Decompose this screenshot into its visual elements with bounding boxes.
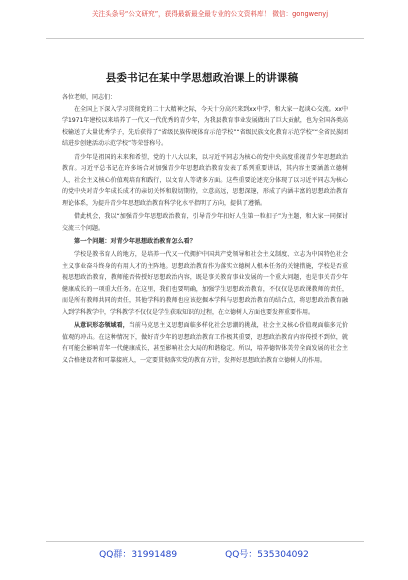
body-paragraph-2: 青少年是祖国的未来和希望，党的十八大以来，以习近平同志为核心的党中央高度重视青少年思想政治教育。习近平总书记在许多场合对加强青少年思想政治教育发表了系列重要讲话，其内容主要涵盖立德树人，社会主义核心价值观培育和践行，以文育人等诸多方面。这些重要论述充分体现了以习近平同志为核心的党中央对青少年成长成才的亲切关怀和殷切期待，立意高远，思想深邃，形成了内涵丰富的思想政治教育理论体系，为提升青少年思想政治教育科学化水平指明了方向，提供了遵循。: [62, 153, 348, 207]
body-paragraph-3: 借此机会，我以“加强青少年思想政治教育，引导青少年扣好人生第一粒扣子”为主题，和大家一同探讨交流三个问题。: [62, 213, 348, 232]
footer-qq-number: QQ号：535304092: [225, 550, 309, 560]
section-heading: 第一个问题：对青少年思想政治教育怎么看？: [74, 237, 196, 245]
footer-divider: [46, 541, 364, 542]
header-banner: 关注头条号“公文研究”，获得最新最全最专业的公文资料库！ 微信：gongwenyj: [91, 10, 329, 18]
section-paragraph-1: 学校是教书育人的地方，是培养一代又一代拥护中国共产党领导和社会主义制度、立志为中国特色社会主义事业奋斗终身的有用人才的主阵地。思想政治教育作为落实立德树人根本任务的关键措施，学校是否重视思想政治教育，教师能否传授好思想政治内容，既是事关教育事业发展的一个重大问题，也是事关青少年健康成长的一项重大任务。在这里，我们也要明确，加强学生思想政治教育，不仅仅是思政课教师的责任，而是所有教师共同的责任，其他学科的教师也应该挖掘本学科与思想政治教育的结合点，将思想政治教育融入到学科教学中，学科教学不仅仅是学生获取知识的过程，在立德树人方面也要发挥重要作用。: [62, 251, 348, 317]
document-body: [62, 92, 348, 368]
paragraph-rest: 当前马克思主义思想面临多样化社会思潮的挑战，社会主义核心价值观面临多元价值观的冲击。在这种情况下，做好青少年的思想政治教育工作极其重要，思想政治教育内容传授不到位，就有可能会影响青年一代健康成长，甚至影响社会大局的和谐稳定。所以，培养德智体美劳全面发展的社会主义合格建设者和可靠接班人，一定要贯彻落实党的教育方针，发挥好思想政治教育立德树人的作用。: [62, 322, 348, 365]
salutation: 各位老师，同志们：: [62, 94, 117, 101]
paragraph-lead: 从意识形态领域看，: [74, 322, 129, 330]
body-paragraph-1: 在全国上下深入学习贯彻党的二十大精神之际，今天十分高兴来到xx中学，和大家一起谈心交流。xx中学1971年建校以来培养了一代又一代优秀的青少年，为我县教育事业发展做出了巨大贡献，也为全国各类高校输送了大量优秀学子，先后获得了“省级民族传统体育示范学校”“省级民族文化教育示范学校”“全省民族团结进步创建活动示范学校”等荣誉称号。: [62, 105, 348, 148]
header-divider: [46, 38, 364, 39]
document-title: 县委书记在某中学思想政治课上的讲课稿: [105, 72, 299, 84]
section-paragraph-2: [62, 320, 348, 366]
footer: [0, 547, 408, 560]
footer-qq-group: QQ群：31991489: [99, 550, 178, 560]
